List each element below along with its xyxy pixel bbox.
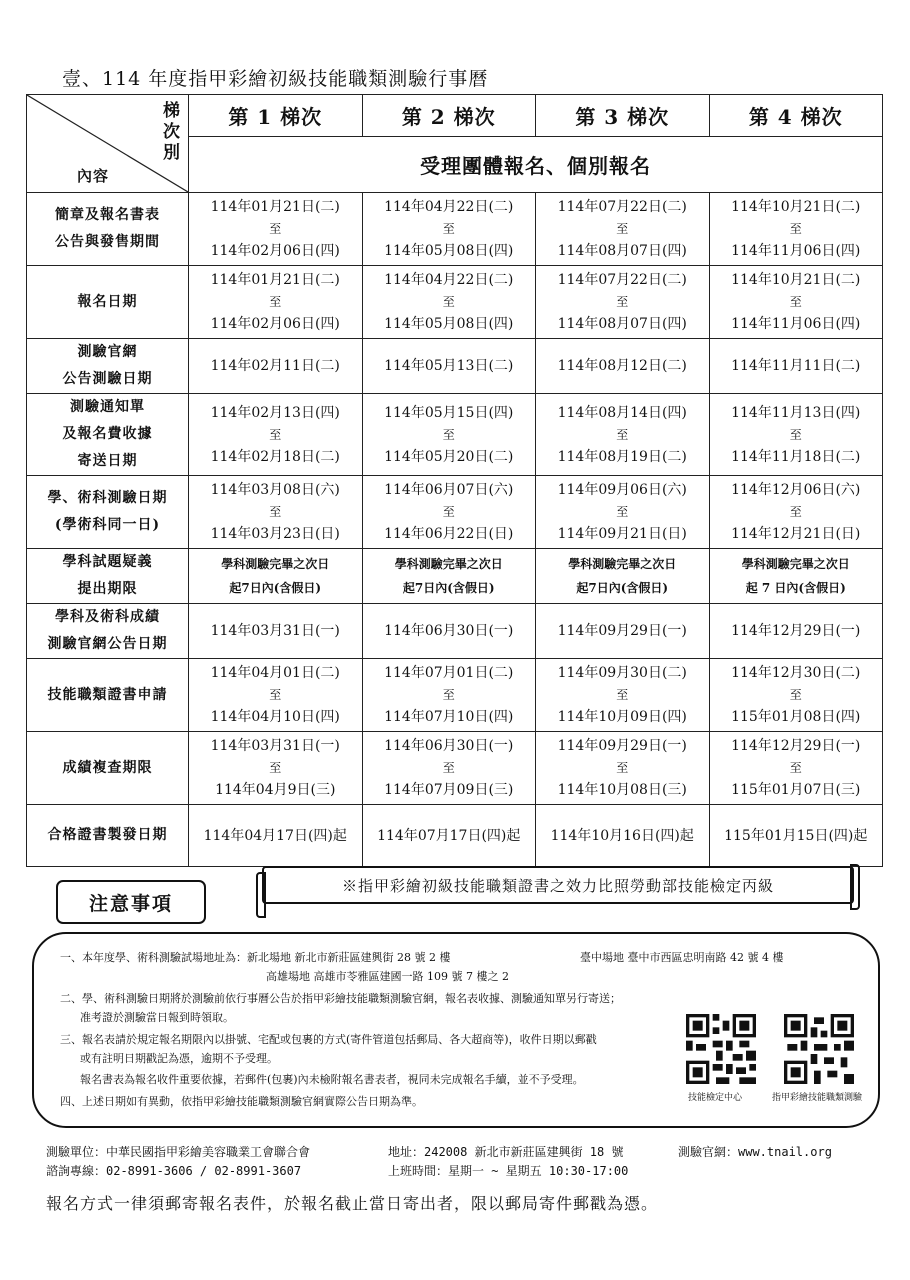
date-range-cell: 114年04月01日(二) 至 114年04月10日(四) [189, 659, 363, 732]
note-3-cont-2: 報名書表為報名收件重要依據，若郵件(包裹)內未檢附報名書表者，視同未完成報名手續，並不予受理。 [80, 1073, 584, 1086]
row-label: 測驗通知單 及報名費收據 寄送日期 [27, 394, 189, 476]
footer-hours: 上班時間：星期一 ~ 星期五 10:30-17:00 [388, 1164, 629, 1178]
batch-header-1: 第 1 梯次 [189, 95, 363, 137]
date-range-cell: 114年06月07日(六) 至 114年06月22日(日) [362, 476, 536, 549]
row-label: 簡章及報名書表 公告與發售期間 [27, 193, 189, 266]
deadline-cell: 學科測驗完畢之次日 起 7 日內(含假日) [709, 549, 883, 604]
date-range-cell: 114年09月29日(一) 至 114年10月08日(三) [536, 732, 710, 805]
qr-caption-1: 技能檢定中心 [688, 1093, 743, 1103]
date-cell: 115年01月15日(四)起 [709, 805, 883, 867]
footer-website[interactable]: 測驗官網：www.tnail.org [678, 1145, 832, 1159]
date-cell: 114年07月17日(四)起 [362, 805, 536, 867]
notes-panel [32, 932, 880, 1128]
row-label: 技能職類證書申請 [27, 659, 189, 732]
date-range-cell: 114年07月22日(二) 至 114年08月07日(四) [536, 266, 710, 339]
certificate-validity-banner: ※指甲彩繪初級技能職類證書之效力比照勞動部技能檢定丙級 [262, 866, 854, 904]
deadline-cell: 學科測驗完畢之次日 起7日內(含假日) [362, 549, 536, 604]
row-label: 學科及術科成績 測驗官網公告日期 [27, 604, 189, 659]
table-row [27, 732, 883, 805]
deadline-cell: 學科測驗完畢之次日 起7日內(含假日) [189, 549, 363, 604]
diag-bottom-label: 內容 [77, 167, 110, 185]
date-range-cell: 114年04月22日(二) 至 114年05月08日(四) [362, 193, 536, 266]
date-range-cell: 114年12月30日(二) 至 115年01月08日(四) [709, 659, 883, 732]
batch-header-2: 第 2 梯次 [362, 95, 536, 137]
date-range-cell: 114年09月30日(二) 至 114年10月09日(四) [536, 659, 710, 732]
date-cell: 114年03月31日(一) [189, 604, 363, 659]
qr-caption-2: 指甲彩繪技能職類測驗 [772, 1093, 863, 1103]
note-3-cont: 或有註明日期戳記為憑，逾期不予受理。 [80, 1052, 278, 1065]
schedule-table [26, 94, 883, 867]
date-range-cell: 114年07月01日(二) 至 114年07月10日(四) [362, 659, 536, 732]
date-range-cell: 114年08月14日(四) 至 114年08月19日(二) [536, 394, 710, 476]
table-row [27, 549, 883, 604]
diag-char: 次 [163, 122, 181, 142]
qr-code-icon [686, 1014, 756, 1084]
note-2: 二、學、術科測驗日期將於測驗前依行事曆公告於指甲彩繪技能職類測驗官網，報名表收據、測驗通知單另行寄送； [60, 992, 621, 1005]
date-range-cell: 114年06月30日(一) 至 114年07月09日(三) [362, 732, 536, 805]
date-range-cell: 114年03月08日(六) 至 114年03月23日(日) [189, 476, 363, 549]
date-range-cell: 114年01月21日(二) 至 114年02月06日(四) [189, 193, 363, 266]
registration-method-note: 報名方式一律須郵寄報名表件，於報名截止當日寄出者，限以郵局寄件郵戳為憑。 [46, 1194, 659, 1213]
date-cell: 114年05月13日(二) [362, 339, 536, 394]
diag-char: 別 [163, 143, 181, 163]
table-row [27, 339, 883, 394]
date-cell: 114年09月29日(一) [536, 604, 710, 659]
notice-title: 注意事項 [56, 880, 206, 924]
date-range-cell: 114年04月22日(二) 至 114年05月08日(四) [362, 266, 536, 339]
table-row [27, 266, 883, 339]
page-title: 壹、114 年度指甲彩繪初級技能職類測驗行事曆 [62, 68, 489, 90]
date-cell: 114年04月17日(四)起 [189, 805, 363, 867]
date-cell: 114年10月16日(四)起 [536, 805, 710, 867]
row-label: 學科試題疑義 提出期限 [27, 549, 189, 604]
note-1-kaohsiung: 高雄場地 高雄市苓雅區建國一路 109 號 7 樓之 2 [266, 970, 509, 983]
date-range-cell: 114年03月31日(一) 至 114年04月9日(三) [189, 732, 363, 805]
date-range-cell: 114年11月13日(四) 至 114年11月18日(二) [709, 394, 883, 476]
note-2-cont: 准考證於測驗當日報到時領取。 [80, 1011, 234, 1024]
date-range-cell: 114年12月29日(一) 至 115年01月07日(三) [709, 732, 883, 805]
diag-char: 梯 [163, 101, 181, 121]
footer-unit: 測驗單位：中華民國指甲彩繪美容職業工會聯合會 [46, 1145, 311, 1159]
date-range-cell: 114年10月21日(二) 至 114年11月06日(四) [709, 266, 883, 339]
batch-header-4: 第 4 梯次 [709, 95, 883, 137]
registration-mode: 受理團體報名、個別報名 [189, 137, 883, 193]
table-row [27, 476, 883, 549]
row-label: 學、術科測驗日期 (學術科同一日) [27, 476, 189, 549]
date-range-cell: 114年09月06日(六) 至 114年09月21日(日) [536, 476, 710, 549]
row-label: 測驗官網 公告測驗日期 [27, 339, 189, 394]
date-range-cell: 114年02月13日(四) 至 114年02月18日(二) [189, 394, 363, 476]
footer-address: 地址：242008 新北市新莊區建興街 18 號 [388, 1145, 624, 1159]
date-cell: 114年12月29日(一) [709, 604, 883, 659]
date-cell: 114年11月11日(二) [709, 339, 883, 394]
date-range-cell: 114年01月21日(二) 至 114年02月06日(四) [189, 266, 363, 339]
date-range-cell: 114年05月15日(四) 至 114年05月20日(二) [362, 394, 536, 476]
note-1-taichung: 臺中場地 臺中市西區忠明南路 42 號 4 樓 [580, 951, 784, 964]
table-row [27, 659, 883, 732]
note-1: 一、本年度學、術科測驗試場地址為：新北場地 新北市新莊區建興街 28 號 2 樓 [60, 951, 451, 964]
diagonal-header-cell [27, 95, 189, 193]
batch-header-3: 第 3 梯次 [536, 95, 710, 137]
row-label: 成績複查期限 [27, 732, 189, 805]
qr-code-icon [784, 1014, 854, 1084]
row-label: 合格證書製發日期 [27, 805, 189, 867]
table-row [27, 805, 883, 867]
footer-phone: 諮詢專線：02-8991-3606 / 02-8991-3607 [46, 1164, 302, 1178]
row-label: 報名日期 [27, 266, 189, 339]
table-row [27, 394, 883, 476]
deadline-cell: 學科測驗完畢之次日 起7日內(含假日) [536, 549, 710, 604]
date-range-cell: 114年12月06日(六) 至 114年12月21日(日) [709, 476, 883, 549]
table-row [27, 604, 883, 659]
date-range-cell: 114年07月22日(二) 至 114年08月07日(四) [536, 193, 710, 266]
diag-top-label [162, 101, 182, 164]
date-cell: 114年02月11日(二) [189, 339, 363, 394]
note-3: 三、報名表請於規定報名期限內以掛號、宅配或包裹的方式(寄件管道包括郵局、各大超商等)，收件日期以郵戳 [60, 1033, 597, 1046]
date-range-cell: 114年10月21日(二) 至 114年11月06日(四) [709, 193, 883, 266]
table-row [27, 193, 883, 266]
date-cell: 114年06月30日(一) [362, 604, 536, 659]
date-cell: 114年08月12日(二) [536, 339, 710, 394]
note-4: 四、上述日期如有異動，依指甲彩繪技能職類測驗官網實際公告日期為準。 [60, 1095, 423, 1108]
